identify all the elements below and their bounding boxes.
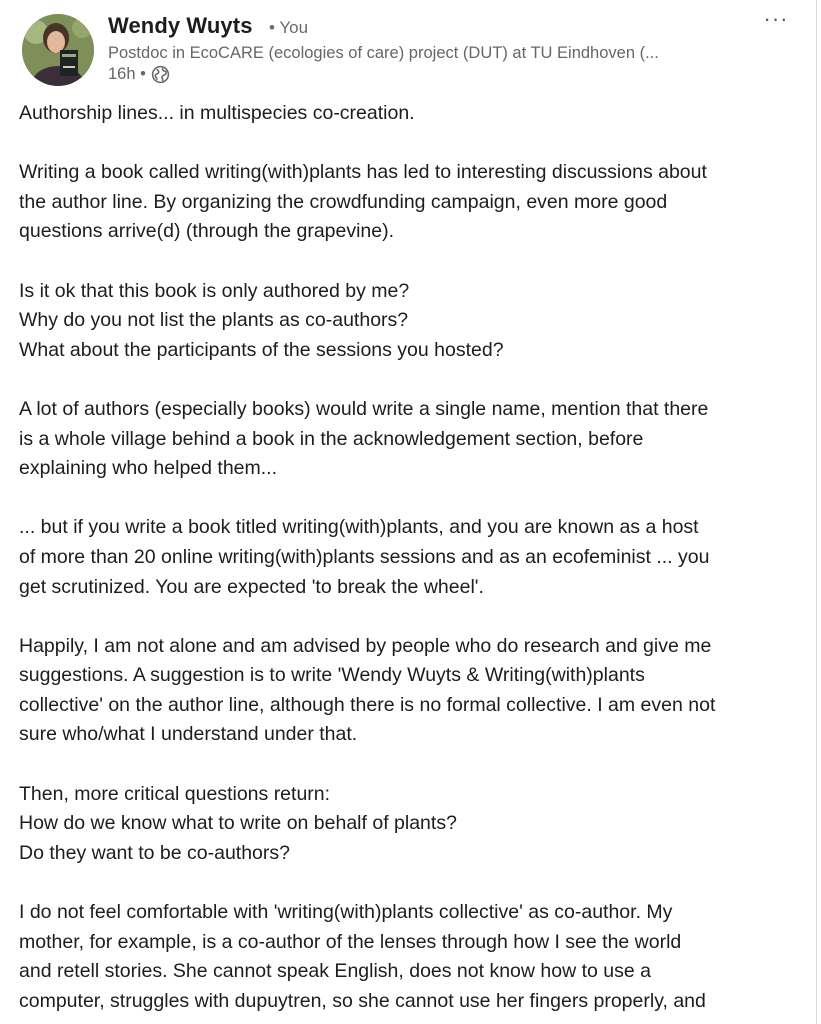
post-text-line: computer, struggles with dupuytren, so she cannot use her fingers properly, and <box>19 989 706 1012</box>
paragraph-gap <box>19 602 809 632</box>
post-text-line: of more than 20 online writing(with)plants sessions and as an ecofeminist ... you <box>19 545 710 568</box>
post-text-line: is a whole village behind a book in the acknowledgement section, before <box>19 427 644 450</box>
post-text-line: the author line. By organizing the crowdfunding campaign, even more good <box>19 190 668 213</box>
post-time: 16h • <box>108 65 146 83</box>
post-paragraph <box>19 513 809 602</box>
post-text-line: collective' on the author line, although there is no formal collective. I am even not <box>19 693 716 716</box>
paragraph-gap <box>19 868 809 898</box>
post-text-line: Why do you not list the plants as co-authors? <box>19 309 409 332</box>
post-text-line: I do not feel comfortable with 'writing(with)plants collective' as co-author. My <box>19 901 673 924</box>
paragraph-gap <box>19 750 809 780</box>
paragraph-gap <box>19 129 809 159</box>
post-paragraph <box>19 158 809 247</box>
post-text-line: get scrutinized. You are expected 'to break the wheel'. <box>19 575 484 598</box>
avatar[interactable] <box>22 14 94 86</box>
you-tag: • You <box>269 18 309 37</box>
more-options-button[interactable]: ··· <box>763 6 789 31</box>
panel-divider <box>816 0 817 1024</box>
post-text-line: A lot of authors (especially books) would write a single name, mention that there <box>19 397 709 420</box>
post-text-line: What about the participants of the sessions you hosted? <box>19 338 504 361</box>
paragraph-gap <box>19 365 809 395</box>
post-text-line: Then, more critical questions return: <box>19 782 331 805</box>
post-meta <box>108 65 170 84</box>
post-paragraph <box>19 99 809 129</box>
author-name[interactable]: Wendy Wuyts <box>108 13 253 38</box>
post-text-line: and retell stories. She cannot speak English, does not know how to use a <box>19 960 651 983</box>
post-text-line: Authorship lines... in multispecies co-creation. <box>19 102 415 124</box>
post-text-line: Is it ok that this book is only authored by me? <box>19 279 410 302</box>
post-paragraph <box>19 780 809 869</box>
post-text-line: explaining who helped them... <box>19 457 278 480</box>
post-body <box>19 99 809 1016</box>
post-paragraph <box>19 395 809 484</box>
post-text-line: Writing a book called writing(with)plants has led to interesting discussions about <box>19 161 707 184</box>
post-text-line: Happily, I am not alone and am advised by people who do research and give me <box>19 634 712 657</box>
avatar-image <box>22 14 94 86</box>
post-text-line: sure who/what I understand under that. <box>19 723 358 746</box>
post-paragraph <box>19 632 809 750</box>
post-text-line: mother, for example, is a co-author of the lenses through how I see the world <box>19 930 682 953</box>
post-text-line: suggestions. A suggestion is to write 'Wendy Wuyts & Writing(with)plants <box>19 664 645 687</box>
paragraph-gap <box>19 484 809 514</box>
post-text-line: Do they want to be co-authors? <box>19 841 290 864</box>
post-paragraph <box>19 898 809 1016</box>
post-text-line: How do we know what to write on behalf of plants? <box>19 812 457 835</box>
paragraph-gap <box>19 247 809 277</box>
post-text-line: questions arrive(d) (through the grapevine). <box>19 220 395 243</box>
post-paragraph <box>19 277 809 366</box>
post-text-line: ... but if you write a book titled writing(with)plants, and you are known as a host <box>19 516 699 539</box>
author-headline: Postdoc in EcoCARE (ecologies of care) project (DUT) at TU Eindhoven (... <box>108 44 659 62</box>
globe-icon <box>151 65 170 84</box>
